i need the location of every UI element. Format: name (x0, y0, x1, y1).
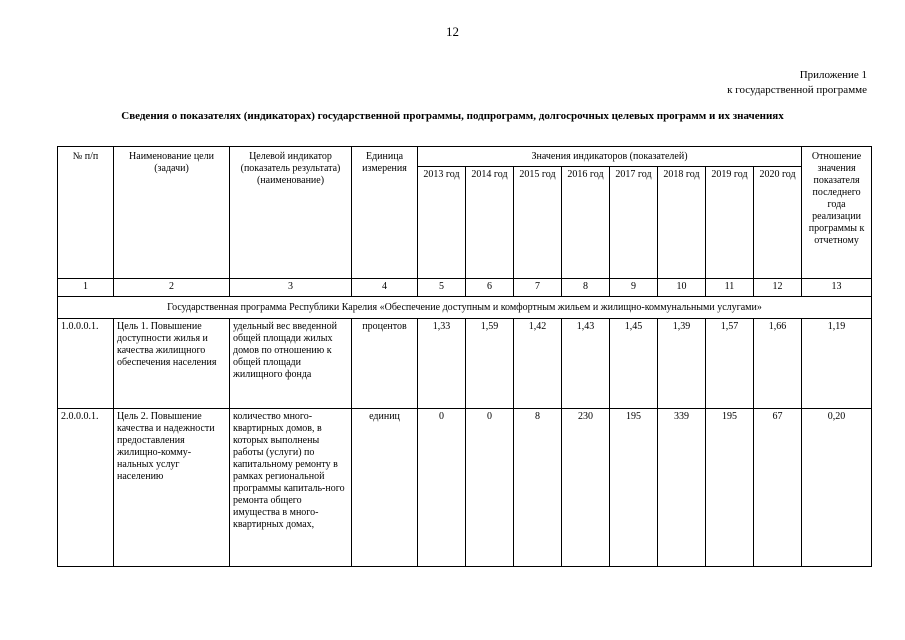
row-value: 1,42 (514, 319, 562, 409)
row-value: 0 (418, 409, 466, 567)
column-number: 2 (114, 279, 230, 297)
column-number: 11 (706, 279, 754, 297)
header-unit: Единица измерения (352, 147, 418, 279)
column-number: 9 (610, 279, 658, 297)
row-value: 195 (610, 409, 658, 567)
header-indicator: Целевой индикатор (показатель результата) (наименование) (230, 147, 352, 279)
column-number: 1 (58, 279, 114, 297)
column-number: 10 (658, 279, 706, 297)
table-row (58, 409, 872, 567)
header-year: 2013 год (418, 167, 466, 279)
row-value: 1,59 (466, 319, 514, 409)
row-value: 8 (514, 409, 562, 567)
header-year: 2019 год (706, 167, 754, 279)
indicators-table (57, 146, 872, 567)
row-value: 1,45 (610, 319, 658, 409)
row-value: 1,33 (418, 319, 466, 409)
row-value: 1,39 (658, 319, 706, 409)
row-value: 1,43 (562, 319, 610, 409)
appendix-line-2: к государственной программе (727, 84, 867, 96)
row-indicator: количество много-квартирных домов, в которых выполнены работы (услуги) по капитальному ремонту в рамках региональной программы капиталь-ного ремонта общего имущества в много-квартирных домах, (230, 409, 352, 567)
column-number: 12 (754, 279, 802, 297)
header-year: 2017 год (610, 167, 658, 279)
header-year: 2020 год (754, 167, 802, 279)
column-number: 8 (562, 279, 610, 297)
row-value: 0 (466, 409, 514, 567)
row-value: 67 (754, 409, 802, 567)
row-value: 230 (562, 409, 610, 567)
column-number: 7 (514, 279, 562, 297)
row-unit: процентов (352, 319, 418, 409)
appendix-line-1: Приложение 1 (799, 69, 867, 81)
row-goal: Цель 1. Повышение доступности жилья и качества жилищного обеспечения населения (114, 319, 230, 409)
header-year: 2014 год (466, 167, 514, 279)
row-indicator: удельный вес введенной общей площади жилых домов по отношению к общей площади жилищного фонда (230, 319, 352, 409)
document-title: Сведения о показателях (индикаторах) государственной программы, подпрограмм, долгосрочных целевых программ и их значениях (121, 110, 784, 122)
header-goal: Наименование цели (задачи) (114, 147, 230, 279)
column-number: 13 (802, 279, 872, 297)
header-no: № п/п (58, 147, 114, 279)
row-unit: единиц (352, 409, 418, 567)
header-year: 2015 год (514, 167, 562, 279)
row-ratio: 0,20 (802, 409, 872, 567)
row-goal: Цель 2. Повышение качества и надежности предоставления жилищно-комму-нальных услуг населению (114, 409, 230, 567)
row-number: 1.0.0.0.1. (58, 319, 114, 409)
row-value: 195 (706, 409, 754, 567)
column-number-row (58, 279, 872, 297)
row-number: 2.0.0.0.1. (58, 409, 114, 567)
header-ratio: Отношение значения показателя последнего года реализации программы к отчетному (802, 147, 872, 279)
page-number: 12 (446, 24, 459, 39)
header-year: 2016 год (562, 167, 610, 279)
row-ratio: 1,19 (802, 319, 872, 409)
column-number: 4 (352, 279, 418, 297)
row-value: 1,66 (754, 319, 802, 409)
column-number: 6 (466, 279, 514, 297)
program-row: Государственная программа Республики Карелия «Обеспечение доступным и комфортным жильем и жилищно-коммунальными услугами» (58, 297, 872, 319)
header-year: 2018 год (658, 167, 706, 279)
table-row (58, 319, 872, 409)
header-values-group: Значения индикаторов (показателей) (418, 147, 802, 167)
column-number: 5 (418, 279, 466, 297)
appendix-note (727, 68, 867, 98)
row-value: 339 (658, 409, 706, 567)
row-value: 1,57 (706, 319, 754, 409)
column-number: 3 (230, 279, 352, 297)
